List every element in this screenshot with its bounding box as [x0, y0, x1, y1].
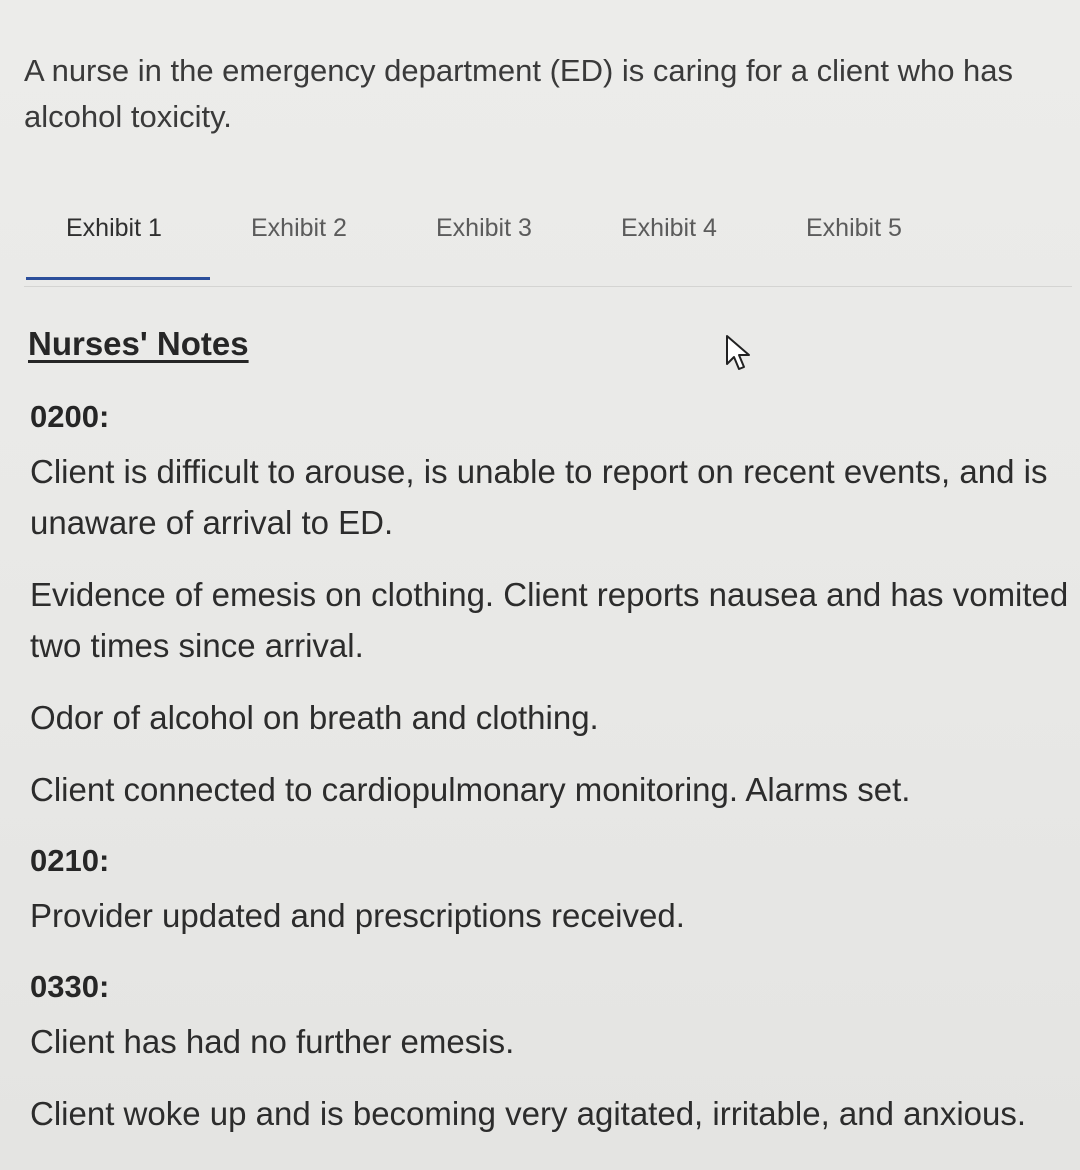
note-text: Provider updated and prescriptions received.	[30, 897, 685, 934]
note-text: Client connected to cardiopulmonary monitoring. Alarms set.	[30, 771, 911, 808]
tab-exhibit-1[interactable]	[24, 200, 209, 286]
nurses-notes	[30, 392, 1070, 1160]
note-text: Client woke up and is becoming very agitated, irritable, and anxious.	[30, 1095, 1027, 1132]
tab-label: Exhibit 4	[621, 214, 717, 242]
note-text: Client has had no further emesis.	[30, 1023, 515, 1060]
tab-label: Exhibit 2	[251, 214, 347, 242]
tab-exhibit-3[interactable]	[394, 200, 579, 286]
mouse-pointer-icon	[724, 334, 754, 374]
question-stem: A nurse in the emergency department (ED) is caring for a client who has alcohol toxicity.	[24, 53, 1014, 134]
note-text: Odor of alcohol on breath and clothing.	[30, 699, 599, 736]
note-timestamp: 0200:	[30, 399, 110, 434]
exhibit-tabs	[24, 200, 1072, 287]
tab-exhibit-4[interactable]	[579, 200, 764, 286]
tab-label: Exhibit 5	[806, 214, 902, 242]
note-timestamp: 0210:	[30, 843, 110, 878]
tab-exhibit-2[interactable]	[209, 200, 394, 286]
tab-label: Exhibit 3	[436, 214, 532, 242]
note-text: Client is difficult to arouse, is unable to report on recent events, and is unaware of arrival to ED.	[30, 453, 1048, 541]
tab-label: Exhibit 1	[66, 214, 162, 242]
note-timestamp: 0330:	[30, 969, 110, 1004]
nurses-notes-heading: Nurses' Notes	[28, 325, 249, 362]
note-text: Evidence of emesis on clothing. Client reports nausea and has vomited two times since arrival.	[30, 576, 1069, 664]
tab-exhibit-5[interactable]	[764, 200, 949, 286]
